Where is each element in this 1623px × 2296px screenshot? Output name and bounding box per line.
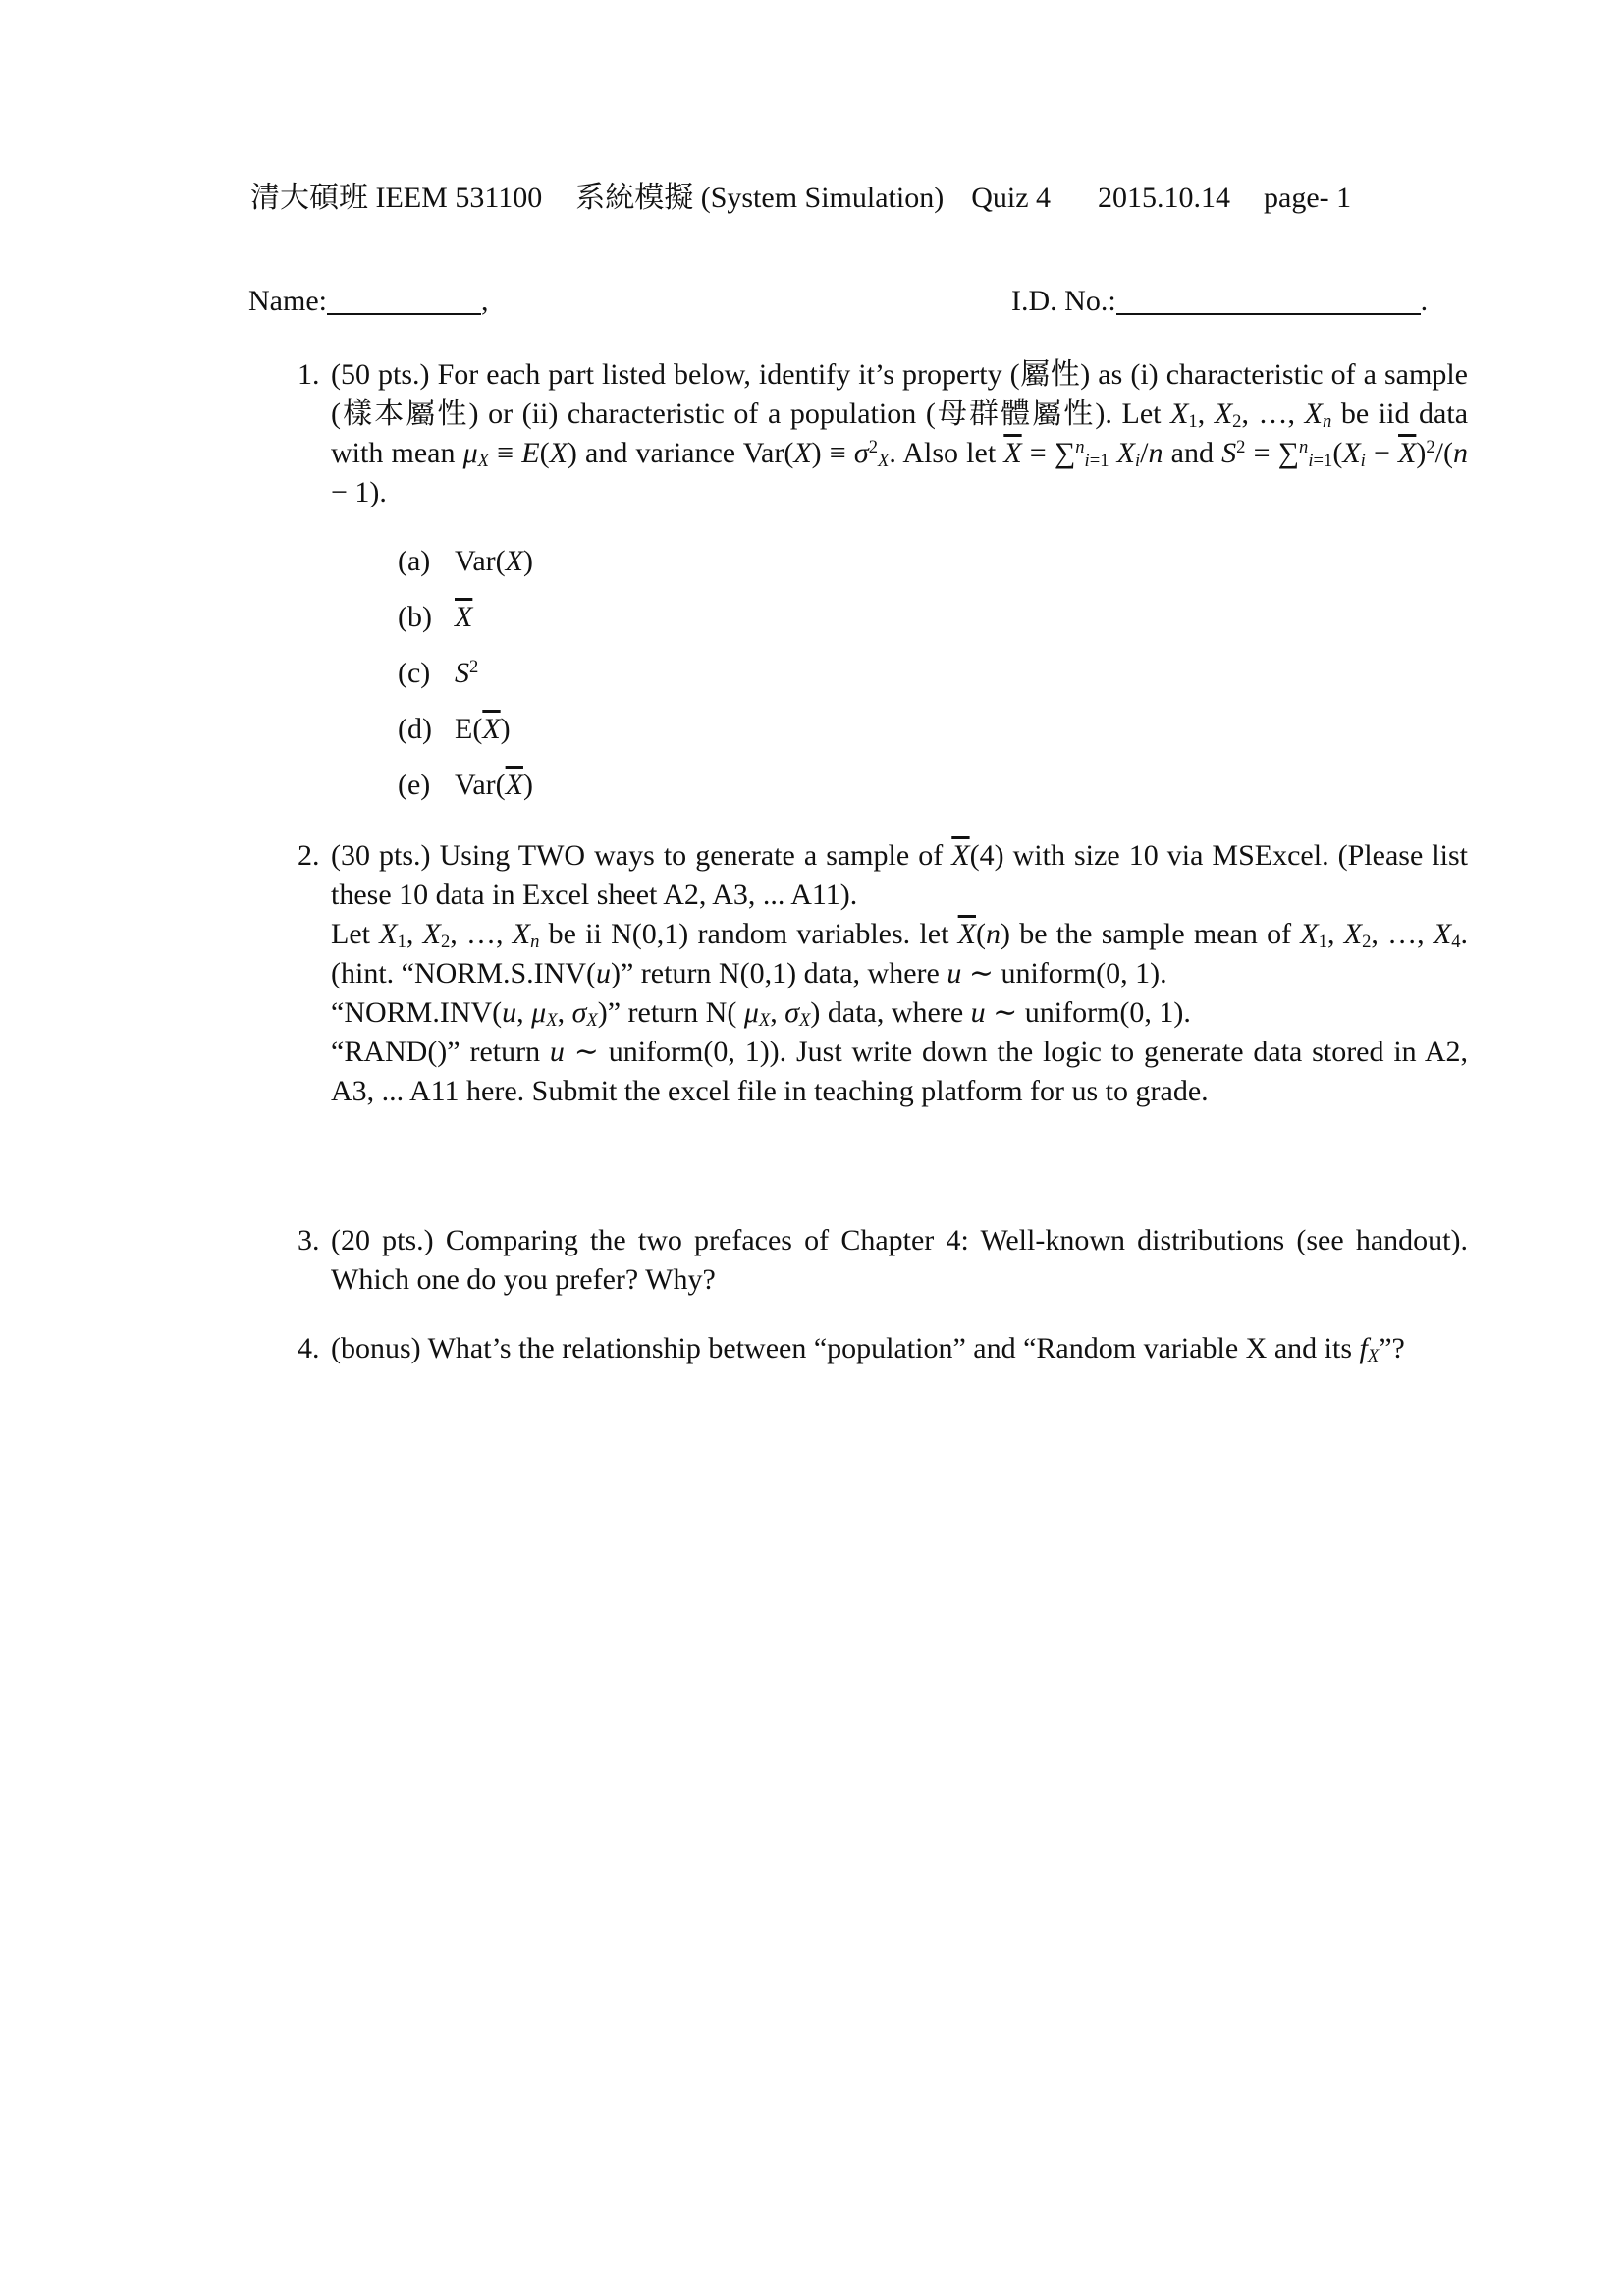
id-label: I.D. No.: [1011, 285, 1116, 317]
quiz-label: Quiz 4 [971, 182, 1052, 214]
page-number: page- 1 [1264, 182, 1352, 214]
course-code: 清大碩班 IEEM 531100 [250, 182, 543, 214]
quiz-date: 2015.10.14 [1098, 182, 1231, 214]
item-math: $\overline{X}$ [455, 601, 473, 633]
item-label: (b) [398, 601, 432, 633]
item-label: (c) [398, 657, 431, 689]
name-separator: , [480, 285, 489, 317]
question-body: (30 pts.) Using TWO ways to generate a sample of $\overline{X}(4)$ with size 10 via MSExcel. (Please list these 10 data in Excel sheet A2, A3, ... A11). [331, 839, 1468, 911]
question-body: “NORM.INV(u, $\mu_X$, $\sigma_X$)” return N( $\mu_X$, $\sigma_X$) data, where u ∼ uniform(0, 1). [331, 996, 1191, 1032]
page-header [250, 179, 1351, 218]
question-body: (20 pts.) Comparing the two prefaces of Chapter 4: Well-known distributions (see handout). Which one do you prefer? Why? [331, 1224, 1468, 1296]
question-3 [298, 1221, 1468, 1300]
list-item-d [398, 710, 511, 749]
item-label: (d) [398, 713, 432, 745]
item-math: Var(X) [455, 545, 533, 577]
item-math: $Var(\overline{X})$ [455, 769, 533, 801]
item-math: $E(\overline{X})$ [455, 713, 511, 745]
question-body: Let $X_1$, $X_2$, …, $X_n$ be ii N(0,1) random variables. let $\overline{X}(n)$ be the sample mean of $X_1$, $X_2$, …, $X_4$. (hint. “NORM.S.INV(u)” return N(0,1) data, where u ∼ uniform(0, 1). [331, 918, 1468, 989]
question-body: (50 pts.) For each part listed below, identify it’s property (屬性) as (i) characteristic of a sample (樣本屬性) or (ii) characteristic of a population (母群體屬性). Let $X_1$, $X_2$, …, $X_n$ be iid data with mean $\mu_X \equiv E(X)$ and variance $Var(X) \equiv \sigma^2_X$. Also let $\overline{X} = \sum^n_{i=1}$ $X_i/n$ and $S^2 = \sum^n_{i=1}(X_i - \overline{X})^2/(n - 1)$. [331, 358, 1469, 508]
course-title: 系統模擬 (System Simulation) [575, 182, 945, 214]
name-group [248, 282, 488, 321]
list-item-e [398, 766, 533, 805]
list-item-b [398, 598, 472, 637]
question-number: 1. [298, 358, 320, 391]
id-group [1011, 282, 1428, 321]
question-2 [298, 836, 1469, 1111]
question-body: “RAND()” return u ∼ uniform(0, 1)). Just write down the logic to generate data stored in A2, A3, ... A11 here. Submit the excel file in teaching platform for us to grade. [331, 1036, 1469, 1107]
list-item-c [398, 654, 478, 693]
list-item-a [398, 542, 533, 581]
question-number: 4. [298, 1332, 320, 1364]
question-4 [298, 1329, 1468, 1368]
name-field [327, 284, 481, 315]
id-terminator: . [1420, 285, 1429, 317]
question-1 [298, 355, 1469, 801]
question-body: (bonus) What’s the relationship between “population” and “Random variable X and its $f_X$”? [331, 1332, 1405, 1367]
question-number: 2. [298, 839, 320, 872]
id-field [1116, 284, 1421, 315]
name-label: Name: [248, 285, 327, 317]
item-label: (e) [398, 769, 431, 801]
item-label: (a) [398, 545, 431, 577]
question-number: 3. [298, 1224, 320, 1256]
item-math: $S^2$ [455, 656, 479, 689]
